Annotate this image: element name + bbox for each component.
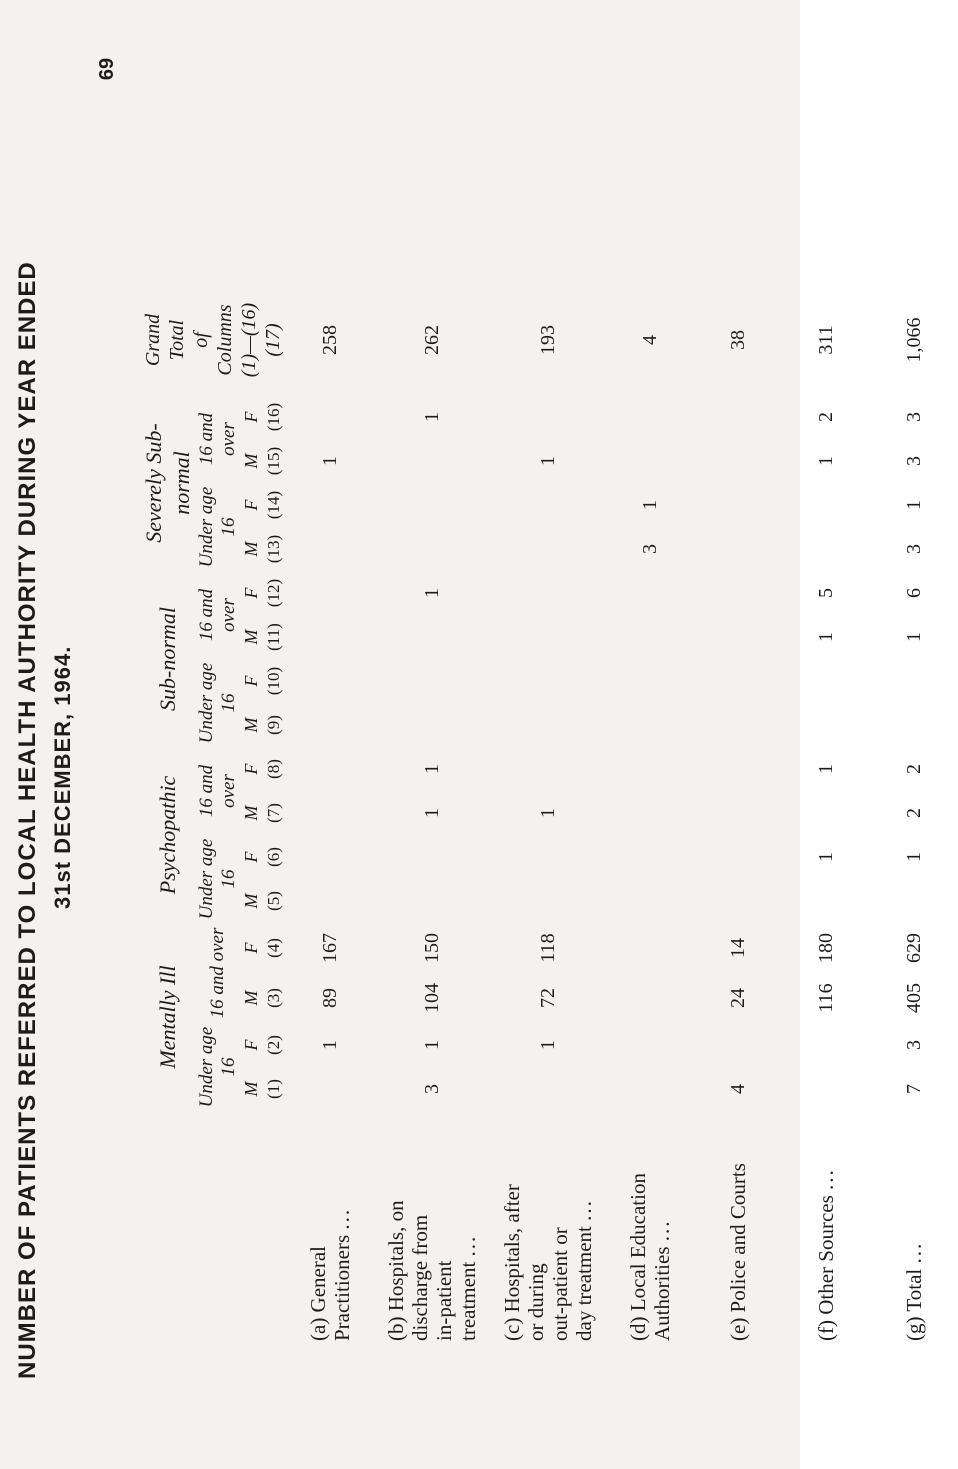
data-cell: 1 xyxy=(902,852,925,862)
data-cell xyxy=(694,1023,782,1067)
data-cell: 1 xyxy=(420,764,443,774)
age-under16-header: Under age 16 xyxy=(196,486,239,568)
row-letter: (g) xyxy=(902,1316,926,1341)
row-letter: (c) xyxy=(500,1317,524,1341)
data-cell: 1 xyxy=(814,764,837,774)
data-cell xyxy=(606,791,694,835)
report-subtitle: 31st DECEMBER, 1964. xyxy=(50,645,75,909)
table-row xyxy=(782,285,870,1341)
table-row xyxy=(606,285,694,1341)
row-label-line: General xyxy=(306,1245,330,1313)
leader-dots: ... xyxy=(330,1207,354,1230)
data-cell xyxy=(782,703,870,747)
data-cell xyxy=(606,923,694,973)
table-row xyxy=(694,285,782,1341)
row-label-line: Local Education xyxy=(626,1173,650,1312)
female-header: F xyxy=(240,851,261,863)
column-number: (10) xyxy=(264,666,283,696)
column-number: (8) xyxy=(264,759,283,779)
row-label-line: in-patient xyxy=(432,1260,456,1341)
data-cell: 2 xyxy=(902,764,925,774)
data-cell xyxy=(606,879,694,923)
data-cell xyxy=(374,483,490,527)
row-label xyxy=(870,1111,958,1341)
row-label xyxy=(374,1111,490,1341)
leader-dots: ... xyxy=(650,1219,674,1242)
row-label-line: Hospitals, on xyxy=(384,1200,408,1312)
grand-total-cell: 38 xyxy=(726,330,749,350)
row-letter: (a) xyxy=(306,1317,330,1341)
row-label-line: Police and Courts xyxy=(726,1163,750,1313)
age-over16-header: 16 and over xyxy=(207,927,228,1019)
data-cell xyxy=(286,703,374,747)
row-label-line: or during xyxy=(524,1263,548,1341)
row-label xyxy=(286,1111,374,1341)
data-cell: 4 xyxy=(726,1084,749,1094)
data-cell xyxy=(490,395,606,439)
data-cell: 1 xyxy=(902,632,925,642)
row-label-line: Hospitals, after xyxy=(500,1184,524,1313)
data-cell xyxy=(286,835,374,879)
data-cell xyxy=(694,747,782,791)
data-cell: 629 xyxy=(902,933,925,963)
row-label-line: Authorities xyxy=(650,1246,674,1341)
data-cell xyxy=(694,791,782,835)
data-cell: 1 xyxy=(638,500,661,510)
male-header: M xyxy=(240,629,261,645)
data-cell xyxy=(374,879,490,923)
data-cell xyxy=(374,835,490,879)
data-cell xyxy=(374,615,490,659)
page-number: 69 xyxy=(96,57,118,81)
data-cell xyxy=(490,1067,606,1111)
data-cell xyxy=(286,395,374,439)
data-cell xyxy=(606,703,694,747)
data-cell xyxy=(694,835,782,879)
female-header: F xyxy=(240,763,261,775)
data-cell xyxy=(782,791,870,835)
row-label xyxy=(782,1111,870,1341)
group-header-mentally-ill: Mentally Ill xyxy=(155,965,180,1069)
leader-dots: ... xyxy=(456,1234,480,1257)
age-over16-header: 16 and over xyxy=(196,412,239,466)
data-cell xyxy=(286,483,374,527)
data-cell xyxy=(694,395,782,439)
data-cell: 167 xyxy=(318,933,341,963)
column-number: (6) xyxy=(264,847,283,867)
data-cell: 89 xyxy=(318,988,341,1008)
data-cell: 1 xyxy=(536,808,559,818)
referrals-table xyxy=(140,285,958,1341)
grand-total-cell: 1,066 xyxy=(902,317,925,363)
table-body xyxy=(286,285,958,1341)
row-letter: (d) xyxy=(626,1316,650,1341)
data-cell xyxy=(694,439,782,483)
column-number: (2) xyxy=(264,1035,283,1055)
data-cell xyxy=(782,879,870,923)
column-number: (4) xyxy=(264,938,283,958)
row-label-line: treatment xyxy=(456,1261,480,1341)
table-row xyxy=(286,285,374,1341)
female-header: F xyxy=(240,1039,261,1051)
age-over16-header: 16 and over xyxy=(196,764,239,818)
grand-total-header: Grand Total of Columns (1)—(16) (17) xyxy=(142,302,284,378)
column-number: (5) xyxy=(264,891,283,911)
row-label xyxy=(694,1111,782,1341)
row-label-line: discharge from xyxy=(408,1214,432,1341)
leader-dots: ... xyxy=(814,1168,838,1190)
data-cell xyxy=(286,659,374,703)
data-cell xyxy=(606,973,694,1023)
data-cell xyxy=(870,703,958,747)
column-number: (1) xyxy=(264,1079,283,1099)
data-cell: 6 xyxy=(902,588,925,598)
data-cell: 24 xyxy=(726,988,749,1008)
female-header: F xyxy=(240,499,261,511)
data-cell xyxy=(870,879,958,923)
data-cell xyxy=(286,571,374,615)
data-cell xyxy=(606,439,694,483)
data-cell xyxy=(606,659,694,703)
female-header: F xyxy=(240,675,261,687)
column-number: (11) xyxy=(264,623,283,651)
data-cell: 3 xyxy=(902,544,925,554)
row-letter: (f) xyxy=(814,1320,838,1341)
data-cell xyxy=(694,615,782,659)
data-cell: 1 xyxy=(536,456,559,466)
data-cell xyxy=(286,879,374,923)
data-cell xyxy=(374,439,490,483)
data-cell xyxy=(606,835,694,879)
grand-total-cell: 311 xyxy=(814,325,837,355)
data-cell xyxy=(490,659,606,703)
grand-total-cell: 262 xyxy=(420,325,443,355)
data-cell xyxy=(490,615,606,659)
table-row xyxy=(374,285,490,1341)
column-number: (12) xyxy=(264,578,283,608)
data-cell xyxy=(694,483,782,527)
data-cell xyxy=(374,659,490,703)
data-cell xyxy=(782,527,870,571)
data-cell xyxy=(782,1067,870,1111)
data-cell xyxy=(374,527,490,571)
data-cell xyxy=(606,1023,694,1067)
age-under16-header: Under age 16 xyxy=(196,1026,239,1108)
data-cell: 1 xyxy=(814,632,837,642)
data-cell: 1 xyxy=(814,852,837,862)
data-cell xyxy=(286,747,374,791)
data-cell: 150 xyxy=(420,933,443,963)
male-header: M xyxy=(240,990,261,1006)
data-cell: 14 xyxy=(726,938,749,958)
data-cell: 1 xyxy=(814,456,837,466)
data-cell xyxy=(606,747,694,791)
row-label-header xyxy=(140,1111,286,1341)
data-cell xyxy=(782,1023,870,1067)
data-cell: 1 xyxy=(420,588,443,598)
data-cell xyxy=(374,703,490,747)
column-number: (7) xyxy=(264,803,283,823)
data-cell xyxy=(694,879,782,923)
table-row xyxy=(490,285,606,1341)
data-cell: 1 xyxy=(318,1040,341,1050)
data-cell: 1 xyxy=(420,808,443,818)
data-cell: 1 xyxy=(318,456,341,466)
data-cell xyxy=(286,615,374,659)
column-number: (9) xyxy=(264,715,283,735)
data-cell: 3 xyxy=(902,1040,925,1050)
data-cell: 104 xyxy=(420,983,443,1013)
table-row xyxy=(870,285,958,1341)
male-header: M xyxy=(240,717,261,733)
column-number: (3) xyxy=(264,988,283,1008)
row-letter: (e) xyxy=(726,1317,750,1341)
group-header-sub-normal: Sub-normal xyxy=(155,607,180,711)
data-cell: 180 xyxy=(814,933,837,963)
column-number: (14) xyxy=(264,490,283,520)
data-cell: 1 xyxy=(536,1040,559,1050)
data-cell xyxy=(490,835,606,879)
data-cell xyxy=(490,747,606,791)
row-label-line: Practitioners xyxy=(330,1234,354,1341)
row-label-line: Other Sources xyxy=(814,1195,838,1315)
data-cell xyxy=(490,571,606,615)
data-cell xyxy=(606,395,694,439)
data-cell: 3 xyxy=(902,412,925,422)
data-cell xyxy=(286,791,374,835)
age-under16-header: Under age 16 xyxy=(196,838,239,920)
female-header: F xyxy=(240,942,261,954)
female-header: F xyxy=(240,587,261,599)
male-header: M xyxy=(240,893,261,909)
data-cell: 2 xyxy=(814,412,837,422)
male-header: M xyxy=(240,805,261,821)
data-cell: 405 xyxy=(902,983,925,1013)
data-cell: 1 xyxy=(420,1040,443,1050)
grand-total-cell: 4 xyxy=(638,335,661,345)
row-label xyxy=(606,1111,694,1341)
group-header-severely-sub-normal: Severely Sub-normal xyxy=(141,423,194,543)
column-number: (13) xyxy=(264,534,283,564)
grand-total-cell: 193 xyxy=(536,325,559,355)
data-cell xyxy=(694,527,782,571)
data-cell: 5 xyxy=(814,588,837,598)
female-header: F xyxy=(240,411,261,423)
grand-total-cell: 258 xyxy=(318,325,341,355)
data-cell: 118 xyxy=(536,933,559,963)
leader-dots: ... xyxy=(902,1241,926,1264)
group-header-psychopathic: Psychopathic xyxy=(155,775,180,895)
male-header: M xyxy=(240,453,261,469)
row-label-line: out-patient or xyxy=(548,1227,572,1341)
data-cell xyxy=(694,703,782,747)
age-over16-header: 16 and over xyxy=(196,588,239,642)
column-number: (15) xyxy=(264,446,283,476)
male-header: M xyxy=(240,541,261,557)
row-label xyxy=(490,1111,606,1341)
data-cell: 3 xyxy=(420,1084,443,1094)
data-cell xyxy=(490,527,606,571)
age-under16-header: Under age 16 xyxy=(196,662,239,744)
data-cell: 116 xyxy=(814,983,837,1013)
data-cell: 3 xyxy=(638,544,661,554)
row-letter: (b) xyxy=(384,1316,408,1341)
data-cell xyxy=(606,571,694,615)
data-cell xyxy=(870,659,958,703)
row-label-line: Total xyxy=(902,1268,926,1312)
data-cell: 1 xyxy=(902,500,925,510)
male-header: M xyxy=(240,1081,261,1097)
data-cell: 2 xyxy=(902,808,925,818)
data-cell: 72 xyxy=(536,988,559,1008)
data-cell xyxy=(606,615,694,659)
data-cell xyxy=(694,659,782,703)
data-cell xyxy=(490,879,606,923)
group-header-row xyxy=(140,285,196,1341)
data-cell xyxy=(286,527,374,571)
data-cell xyxy=(782,659,870,703)
data-cell: 7 xyxy=(902,1084,925,1094)
data-cell: 3 xyxy=(902,456,925,466)
data-cell xyxy=(286,1067,374,1111)
leader-dots: ... xyxy=(572,1199,596,1221)
report-title: NUMBER OF PATIENTS REFERRED TO LOCAL HEALTH AUTHORITY DURING YEAR ENDED xyxy=(14,261,41,1379)
data-cell xyxy=(694,571,782,615)
data-cell xyxy=(490,703,606,747)
column-number: (16) xyxy=(264,402,283,432)
data-cell xyxy=(490,483,606,527)
data-cell: 1 xyxy=(420,412,443,422)
data-cell xyxy=(606,1067,694,1111)
data-cell xyxy=(782,483,870,527)
row-label-line: day treatment xyxy=(572,1226,596,1341)
